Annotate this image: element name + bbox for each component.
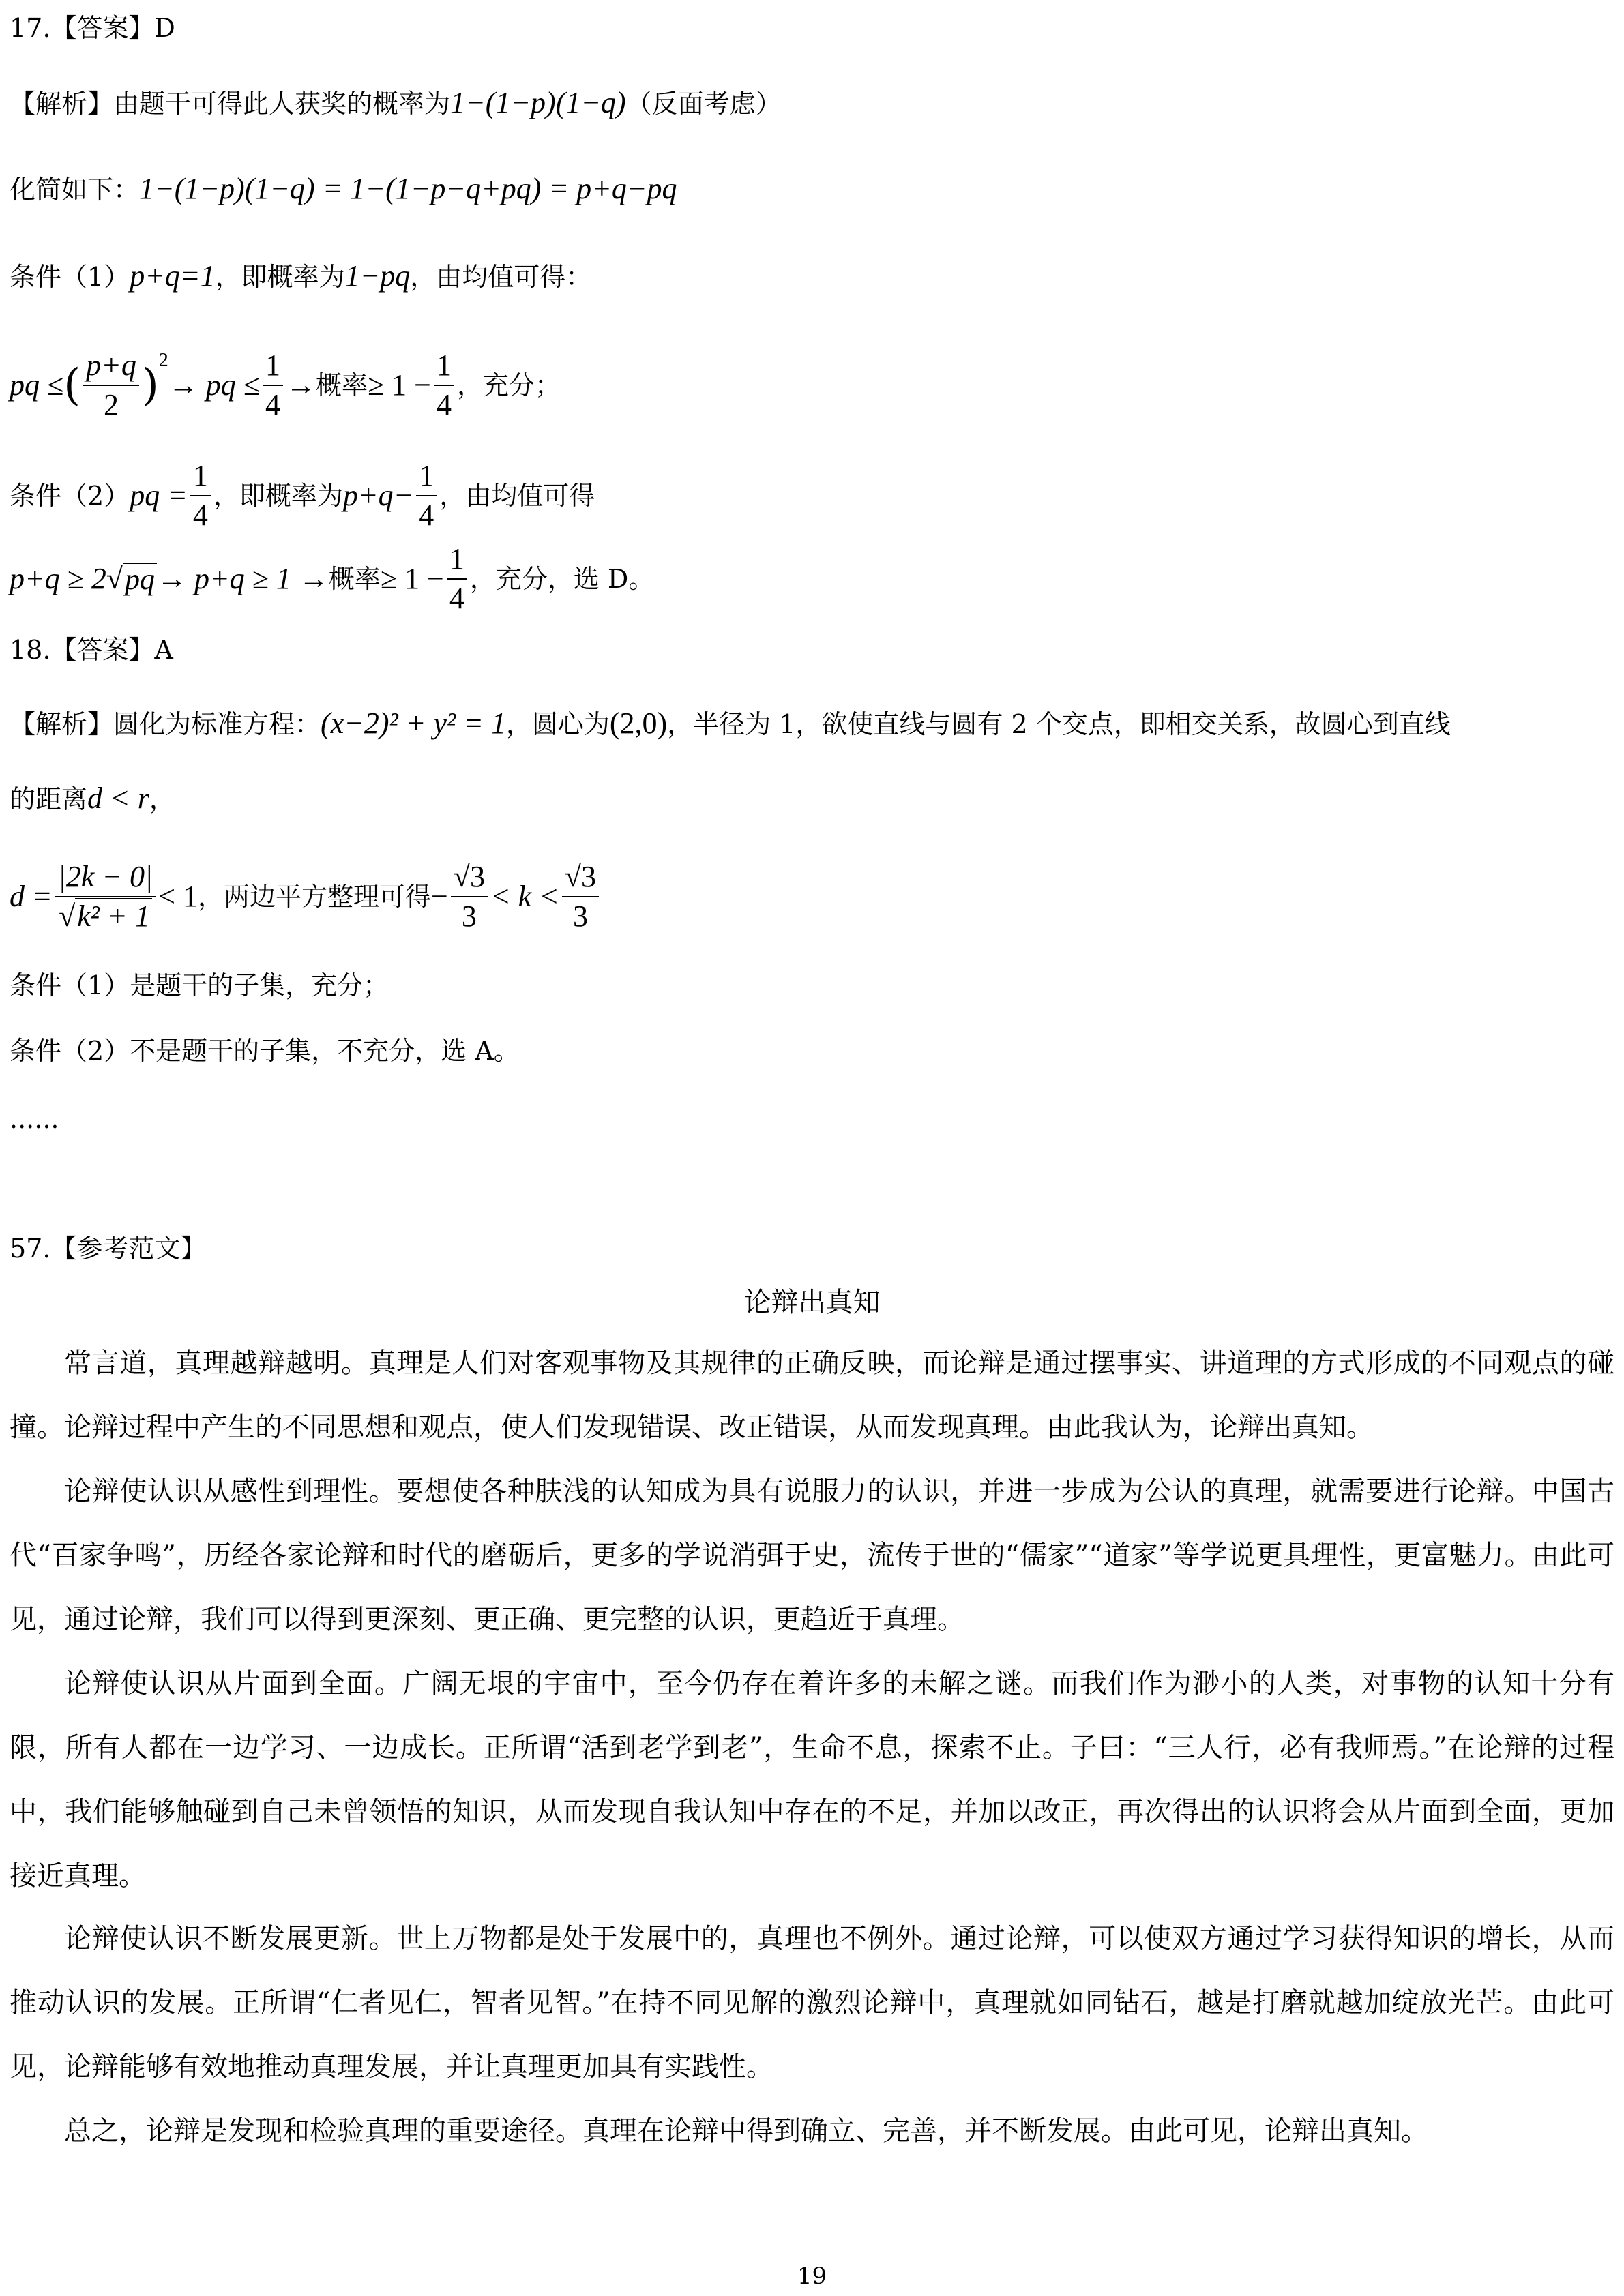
q18-distance-line: [10, 783, 1614, 815]
distance-comma: ，: [149, 784, 175, 814]
q18-condition2: 条件（2）不是题干的子集，不充分，选 A。: [10, 1036, 520, 1066]
circle-equation: (x−2)² + y² = 1: [321, 706, 506, 740]
distance-inequality: d < r: [87, 781, 149, 815]
essay-paragraph-5: 总之，论辩是发现和检验真理的重要途径。真理在论辩中得到确立、完善，并不断发展。由此可见，论辩出真知。: [64, 2115, 1428, 2147]
condition1-prob: 1−pq: [344, 259, 411, 293]
essay-paragraph-3: 论辩使认识从片面到全面。广阔无垠的宇宙中，至今仍存在着许多的未解之谜。而我们作为渺小的人类，对事物的认知十分有限，所有人都在一边学习、一边成长。正所谓“活到老学到老”，生命不息，探索不止。子曰：“三人行，必有我师焉。”在论辩的过程中，我们能够触碰到自己未曾领悟的知识，从而发现自我认知中存在的不足，并加以改正，再次得出的认识将会从片面到全面，更加接近真理。: [10, 1668, 1614, 1892]
squaring-text: ，两边平方整理可得: [197, 882, 431, 912]
condition1-tail: ，由均值可得：: [410, 262, 592, 292]
minus-sign: −: [430, 880, 448, 913]
q17-simplify-expression: 1−(1−p)(1−q) = 1−(1−p−q+pq) = p+q−pq: [139, 172, 677, 205]
derivation-step: → pq ≤: [168, 368, 260, 402]
essay-paragraph-2: 论辩使认识从感性到理性。要想使各种肤浅的认知成为具有说服力的认识，并进一步成为公认的真理，就需要进行论辩。中国古代“百家争鸣”，历经各家论辩和时代的磨砺后，更多的学说消弭于史，流传于世的“儒家”“道家”等学说更具理性，更富魅力。由此可见，通过论辩，我们可以得到更深刻、更正确、更完整的认识，更趋近于真理。: [10, 1476, 1614, 1635]
fraction-p-plus-q-over-2: $\frac{p+q}{2}$: [83, 346, 139, 424]
essay-paragraph-4: 论辩使认识不断发展更新。世上万物都是处于发展中的，真理也不例外。通过论辩，可以使双方通过学习获得知识的增长，从而推动认识的发展。正所谓“仁者见仁，智者见智。”在持不同见解的激烈论辩中，真理就如同钻石，越是打磨就越加绽放光芒。由此可见，论辩能够有效地推动真理发展，并让真理更加具有实践性。: [10, 1923, 1614, 2083]
distance-label: 的距离: [10, 784, 88, 814]
essay-title: 论辩出真知: [743, 1287, 881, 1318]
q17-prob-expression: 1−(1−p)(1−q): [450, 86, 626, 119]
essay-heading: 57.【参考范文】: [10, 1234, 207, 1264]
condition2-prob: p+q−: [342, 479, 414, 512]
k-range: < k <: [490, 880, 559, 913]
distance-fraction: $\frac{|2k - 0|}{\text{√k² + 1}}$: [55, 858, 156, 936]
q18-analysis-text: 【解析】圆化为标准方程：: [10, 709, 321, 739]
amgm-bound: ≥ 1 −: [380, 562, 444, 595]
fraction-one-quarter-d: $\frac{1}{4}$: [416, 457, 437, 535]
condition2-label: 条件（2）: [10, 481, 130, 511]
q18-heading: 18.【答案】A: [10, 635, 173, 665]
condition2-tail: ，由均值可得: [439, 481, 595, 511]
q17-conclusion: ，充分，选 D。: [469, 564, 655, 594]
square-exponent: 2: [158, 350, 168, 371]
page-number: 19: [797, 2263, 827, 2290]
q17-condition2-derivation: [10, 535, 1614, 623]
prob-word: 概率: [315, 370, 368, 400]
fraction-one-quarter-e: $\frac{1}{4}$: [447, 540, 467, 618]
q17-heading: 17.【答案】D: [10, 13, 175, 43]
q17-simplify-label: 化简如下：: [10, 175, 140, 205]
amgm-lhs: p+q ≥ 2: [10, 562, 106, 595]
arrow: →: [285, 368, 316, 402]
q18-distance-formula: [10, 846, 1614, 948]
ellipsis: ......: [10, 1104, 59, 1134]
right-paren: ): [141, 360, 159, 411]
derivation-bound: ≥ 1 −: [367, 368, 431, 402]
condition2-text: ，即概率为: [213, 481, 343, 511]
fraction-one-quarter-b: $\frac{1}{4}$: [434, 346, 454, 424]
sqrt-sign: √: [106, 562, 123, 595]
condition1-label: 条件（1）: [10, 262, 130, 292]
q17-analysis-text: 【解析】由题干可得此人获奖的概率为: [10, 89, 451, 119]
q18-condition1: 条件（1）是题干的子集，充分；: [10, 970, 389, 1000]
q17-analysis-line: [10, 87, 1614, 119]
q18-analysis-tail: ，半径为 1，欲使直线与圆有 2 个交点，即相交关系，故圆心到直线: [667, 709, 1451, 739]
sqrt-pq: pq: [123, 563, 157, 595]
q18-analysis-line: [10, 708, 1614, 740]
fraction-root3-over-3: $\frac{√3}{3}$: [562, 858, 599, 936]
q17-condition1-line: [10, 260, 1614, 293]
fraction-one-quarter: $\frac{1}{4}$: [263, 346, 283, 424]
condition1-text: ，即概率为: [215, 262, 345, 292]
amgm-step: → p+q ≥ 1 →: [157, 562, 329, 595]
left-paren: (: [63, 360, 81, 411]
fraction-one-quarter-c: $\frac{1}{4}$: [190, 457, 211, 535]
condition2-expression: pq =: [130, 479, 188, 512]
d-equals: d =: [10, 880, 53, 913]
condition1-expression: p+q=1: [130, 259, 216, 293]
fraction-neg-root3-over-3: $\frac{√3}{3}$: [451, 858, 488, 936]
center-label: ，圆心为: [505, 709, 610, 739]
q17-condition2-line: [10, 451, 1614, 540]
prob-word-2: 概率: [328, 564, 381, 594]
derivation-conclusion: ，充分；: [456, 370, 561, 400]
q17-condition1-derivation: [10, 341, 1614, 430]
essay-paragraph-1: 常言道，真理越辩越明。真理是人们对客观事物及其规律的正确反映，而论辩是通过摆事实、讲道理的方式形成的不同观点的碰撞。论辩过程中产生的不同思想和观点，使人们发现错误、改正错误，从而发现真理。由此我认为，论辩出真知。: [10, 1347, 1614, 1443]
q17-note: （反面考虑）: [625, 89, 782, 119]
less-than-one: < 1: [158, 880, 198, 913]
q17-simplify-line: [10, 173, 1614, 205]
circle-center: (2,0): [609, 706, 668, 740]
derivation-lhs: pq ≤: [10, 368, 64, 402]
